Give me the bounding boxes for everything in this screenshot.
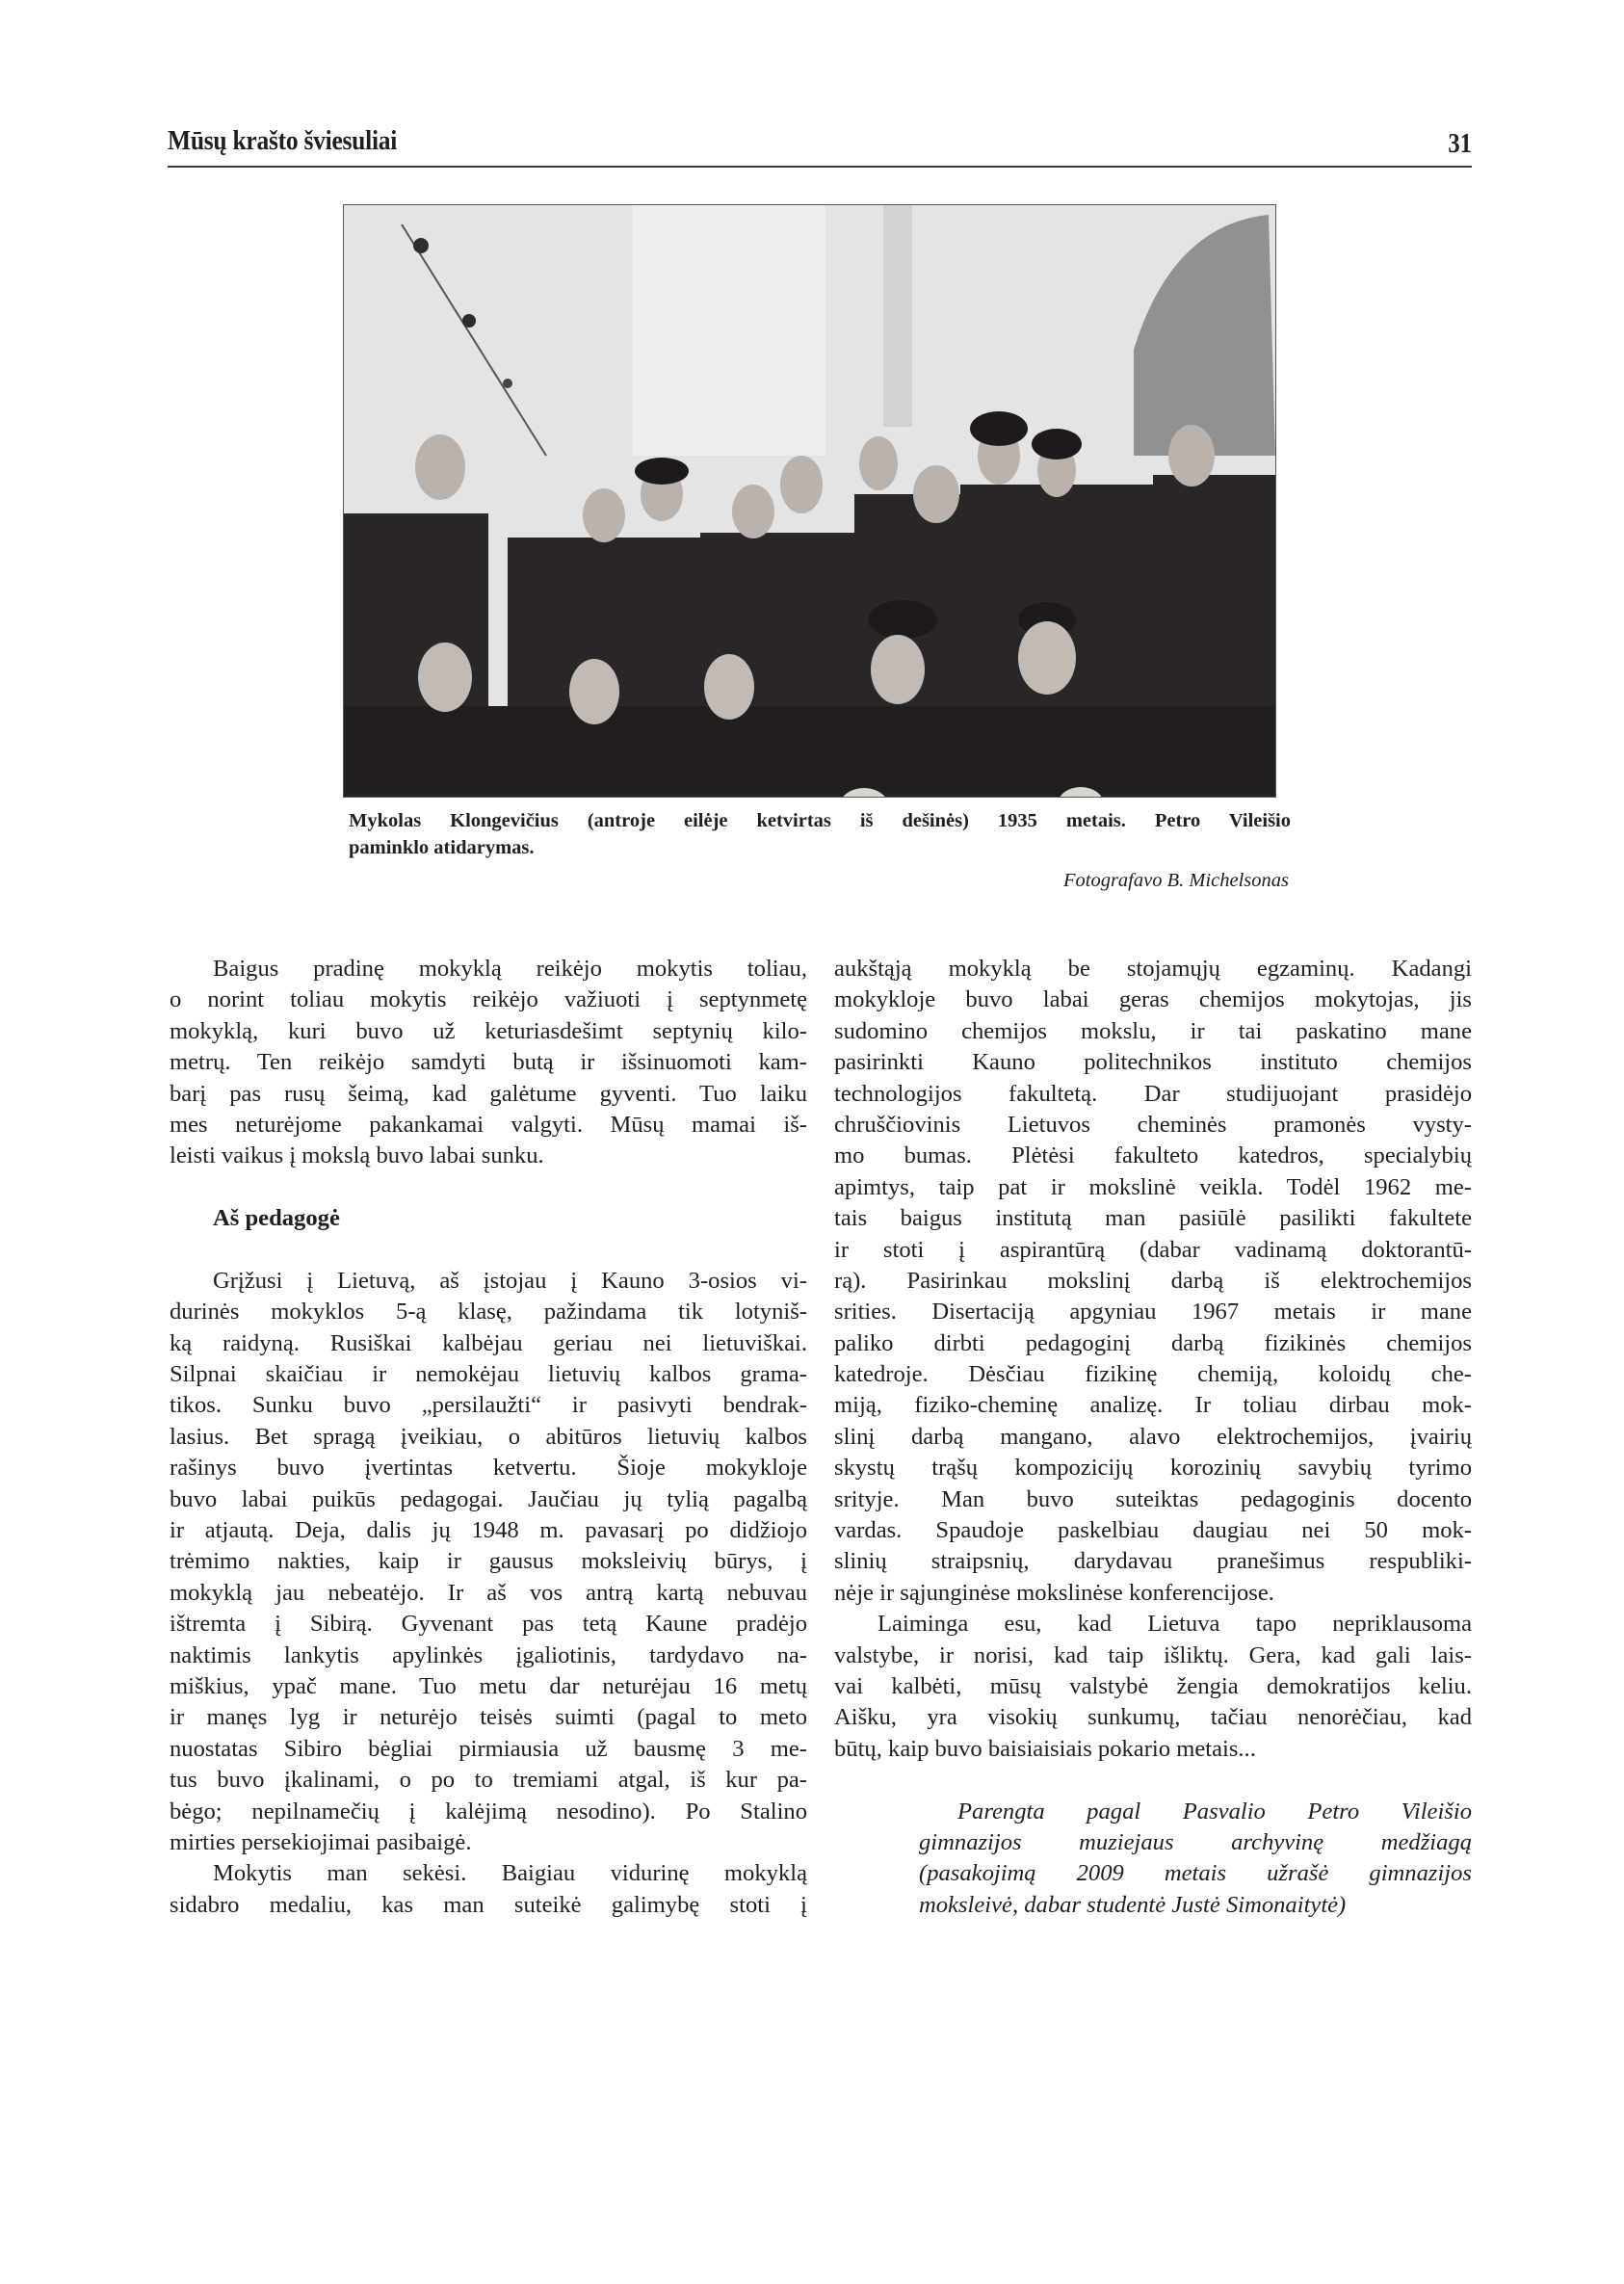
text-line: vai kalbėti, mūsų valstybė žengia demokratijos keliu. (834, 1672, 1472, 1699)
text-line: paliko dirbti pedagoginį darbą fizikinės chemijos (834, 1329, 1472, 1356)
text-line: leisti vaikus į mokslą buvo labai sunku. (170, 1142, 544, 1169)
text-line: katedroje. Dėsčiau fizikinę chemiją, koloidų che- (834, 1361, 1472, 1388)
text-line: nėje ir sąjunginėse mokslinėse konferencijose. (834, 1579, 1274, 1606)
right-column (834, 954, 1472, 1921)
text-line: ištremta į Sibirą. Gyvenant pas tetą Kaune pradėjo (170, 1611, 807, 1638)
running-title: Mūsų krašto šviesuliai (168, 125, 398, 156)
paragraph (834, 1609, 1472, 1765)
text-line: mokyklą, kuri buvo už keturiasdešimt septynių kilo- (170, 1017, 807, 1044)
text-line: chruščiovinis Lietuvos cheminės pramonės vysty- (834, 1111, 1472, 1138)
left-column (170, 954, 807, 1921)
text-line: mes neturėjome pakankamai valgyti. Mūsų mamai iš- (170, 1111, 807, 1138)
text-line: Aišku, yra visokių sunkumų, tačiau nenorėčiau, kad (834, 1704, 1472, 1731)
text-line: (pasakojimą 2009 metais užrašė gimnazijos (919, 1860, 1472, 1887)
text-line: barį pas rusų šeimą, kad galėtume gyventi. Tuo laiku (170, 1080, 807, 1107)
paragraph (170, 1858, 807, 1921)
text-line: naktimis lankytis apylinkės įgaliotinis, tardydavo na- (170, 1641, 807, 1668)
spacer (834, 1765, 1472, 1796)
text-line: mokyklą jau nebeatėjo. Ir aš vos antrą kartą nebuvau (170, 1579, 807, 1606)
text-line: ir manęs lyg ir neturėjo teisės suimti (pagal to meto (170, 1704, 807, 1731)
text-line: sudomino chemijos mokslu, ir tai paskatino mane (834, 1017, 1472, 1044)
source-attribution (834, 1797, 1472, 1922)
text-line: sidabro medaliu, kas man suteikė galimybę stoti į (170, 1891, 807, 1918)
text-line: mo bumas. Plėtėsi fakulteto katedros, specialybių (834, 1142, 1472, 1169)
paragraph (170, 1266, 807, 1858)
running-header (168, 121, 1472, 170)
text-line: aukštąją mokyklą be stojamųjų egzaminų. Kadangi (834, 956, 1472, 982)
text-line: srityje. Man buvo suteiktas pedagoginis docento (834, 1485, 1472, 1512)
text-line: Mokytis man sekėsi. Baigiau vidurinę mokyklą (213, 1860, 807, 1887)
header-rule (168, 166, 1472, 168)
text-line: moksleivė, dabar studentė Justė Simonaitytė) (919, 1891, 1347, 1918)
text-line: tus buvo įkalinami, o po to tremiami atgal, iš kur pa- (170, 1767, 807, 1794)
text-line: Parengta pagal Pasvalio Petro Vileišio (957, 1798, 1472, 1825)
spacer (170, 1235, 807, 1266)
page-number: 31 (1448, 129, 1472, 159)
text-line: mokykloje buvo labai geras chemijos mokytojas, jis (834, 986, 1472, 1013)
paragraph (834, 954, 1472, 1609)
section-heading: Aš pedagogė (213, 1205, 340, 1232)
text-line: ir atjautą. Deja, dalis jų 1948 m. pavasarį po didžiojo (170, 1517, 807, 1544)
text-line: gimnazijos muziejaus archyvinę medžiagą (919, 1828, 1472, 1855)
text-line: technologijos fakultetą. Dar studijuojant prasidėjo (834, 1080, 1472, 1107)
text-line: miją, fiziko-cheminę analizę. Ir toliau dirbau mok- (834, 1392, 1472, 1419)
text-line: metrų. Ten reikėjo samdyti butą ir išsinuomoti kam- (170, 1049, 807, 1076)
text-line: nuostatas Sibiro bėgliai pirmiausia už bausmę 3 me- (170, 1735, 807, 1762)
photo-caption (349, 807, 1291, 861)
text-line: skystų trąšų kompozicijų korozinių savybių tyrimo (834, 1455, 1472, 1482)
caption-line: paminklo atidarymas. (349, 837, 535, 858)
text-line: ką raidyną. Rusiškai kalbėjau geriau nei lietuviškai. (170, 1329, 807, 1356)
caption-line: Mykolas Klongevičius (antroje eilėje ketvirtas iš dešinės) 1935 metais. Petro Vileišio (349, 810, 1291, 831)
paragraph (170, 954, 807, 1172)
text-line: tikos. Sunku buvo „persilaužti“ ir pasivyti bendrak- (170, 1392, 807, 1419)
text-line: Laiminga esu, kad Lietuva tapo nepriklausoma (877, 1611, 1472, 1638)
text-line: Baigus pradinę mokyklą reikėjo mokytis toliau, (213, 956, 807, 982)
spacer (170, 1172, 807, 1203)
photo-illustration (344, 205, 1275, 797)
text-line: tais baigus institutą man pasiūlė pasilikti fakultete (834, 1205, 1472, 1232)
text-line: durinės mokyklos 5-ą klasę, pažindama tik lotyniš- (170, 1299, 807, 1326)
text-line: rašinys buvo įvertintas ketvertu. Šioje mokykloje (170, 1455, 807, 1482)
text-line: pasirinkti Kauno politechnikos instituto chemijos (834, 1049, 1472, 1076)
text-line: buvo labai puikūs pedagogai. Jaučiau jų tylią pagalbą (170, 1485, 807, 1512)
text-line: mirties persekiojimai pasibaigė. (170, 1828, 472, 1855)
text-line: Silpnai skaičiau ir nemokėjau lietuvių kalbos grama- (170, 1361, 807, 1388)
photo-credit: Fotografavo B. Michelsonas (1062, 870, 1289, 891)
text-line: slinių straipsnių, darydavau pranešimus respubliki- (834, 1548, 1472, 1575)
text-line: ir stoti į aspirantūrą (dabar vadinamą doktorantū- (834, 1236, 1472, 1263)
text-line: srities. Disertaciją apgyniau 1967 metais ir mane (834, 1299, 1472, 1326)
text-line: slinį darbą mangano, alavo elektrochemijos, įvairių (834, 1423, 1472, 1450)
text-line: trėmimo nakties, kaip ir gausus moksleivių būrys, į (170, 1548, 807, 1575)
text-line: vardas. Spaudoje paskelbiau daugiau nei 50 mok- (834, 1517, 1472, 1544)
group-photograph (343, 204, 1276, 798)
text-line: Grįžusi į Lietuvą, aš įstojau į Kauno 3-osios vi- (213, 1267, 807, 1294)
text-line: būtų, kaip buvo baisiaisiais pokario metais... (834, 1735, 1256, 1762)
text-line: o norint toliau mokytis reikėjo važiuoti į septynmetę (170, 986, 807, 1013)
text-line: apimtys, taip pat ir mokslinė veikla. Todėl 1962 me- (834, 1173, 1472, 1200)
text-line: bėgo; nepilnamečių į kalėjimą nesodino). Po Stalino (170, 1798, 807, 1825)
text-line: lasius. Bet spragą įveikiau, o abitūros lietuvių kalbos (170, 1423, 807, 1450)
text-line: rą). Pasirinkau mokslinį darbą iš elektrochemijos (834, 1267, 1472, 1294)
text-line: valstybe, ir norisi, kad taip išliktų. Gera, kad gali lais- (834, 1641, 1472, 1668)
text-line: miškius, ypač mane. Tuo metu dar neturėjau 16 metų (170, 1672, 807, 1699)
